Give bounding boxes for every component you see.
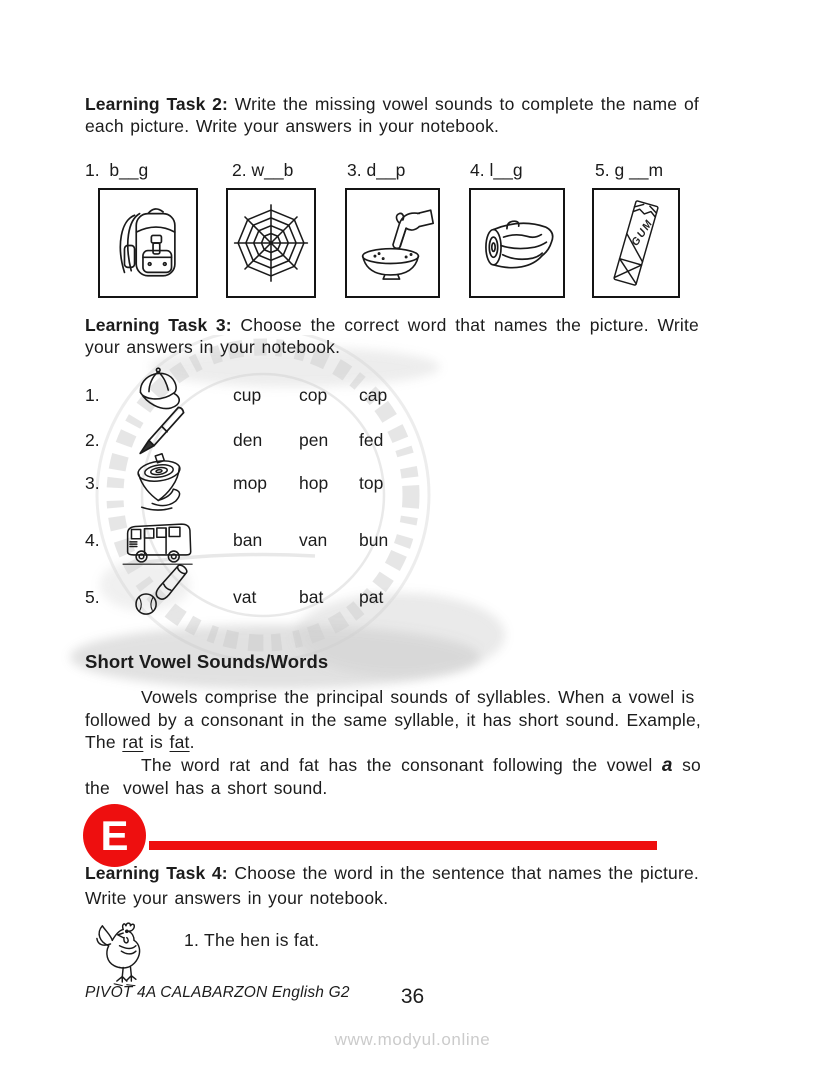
- task2-item-5-label: [595, 160, 663, 181]
- bag-icon: [106, 194, 190, 292]
- dip-icon: [352, 195, 434, 291]
- task3-item-4-choice-2: van: [299, 530, 328, 550]
- task2-picture-box-bag: [98, 188, 198, 298]
- task3-item-4-choice-3: bun: [359, 530, 389, 550]
- para1-fat-underlined: fat: [169, 732, 190, 752]
- task2-instructions-text: Write the missing vowel sounds to complete the name of each picture. Write your answers in your notebook.: [85, 94, 699, 136]
- section-heading: Short Vowel Sounds/Words: [85, 651, 329, 672]
- top-icon: [124, 450, 194, 514]
- task4-instructions-text: Choose the word in the sentence that names the picture. Write your answers in your notebook.: [85, 863, 699, 908]
- footer-module-label: PIVOT 4A CALABARZON English G2: [85, 984, 350, 1001]
- task2-item-5-number: 5.: [595, 160, 610, 180]
- para1-mid: is: [143, 732, 170, 752]
- web-icon: [232, 195, 310, 291]
- task3-item-3-choice-1: mop: [233, 473, 268, 493]
- task2-instructions: [85, 93, 699, 137]
- task2-item-2-label: [232, 160, 293, 181]
- task2-picture-box-dip: [345, 188, 440, 298]
- task3-item-1-choice-2: cop: [299, 385, 328, 405]
- section-paragraph-2: [85, 754, 701, 800]
- task3-item-5-number: 5.: [85, 587, 100, 607]
- bat-icon: [129, 560, 191, 618]
- task2-item-3-word: d__p: [366, 160, 406, 180]
- task2-item-3-number: 3.: [347, 160, 362, 180]
- section-paragraph-1: [85, 686, 701, 754]
- task3-item-5-choice-3: pat: [359, 587, 384, 607]
- task3-instructions-text: Choose the correct word that names the picture. Write your answers in your notebook.: [85, 315, 699, 357]
- task3-item-2-choice-3: fed: [359, 430, 384, 450]
- para1-end: .: [189, 732, 195, 752]
- task3-item-1-number: 1.: [85, 385, 100, 405]
- task3-item-2-choice-2: pen: [299, 430, 329, 450]
- section-body: [85, 686, 701, 800]
- log-icon: [475, 203, 559, 283]
- section-marker-line: [149, 841, 657, 850]
- task2-item-2-word: w__b: [251, 160, 294, 180]
- task2-picture-box-gum: [592, 188, 680, 298]
- gum-label: GUM: [629, 216, 656, 249]
- task2-item-4-label: [470, 160, 523, 181]
- task2-picture-box-web: [226, 188, 316, 298]
- task3-item-4-number: 4.: [85, 530, 100, 550]
- task2-picture-box-log: [469, 188, 565, 298]
- site-watermark: www.modyul.online: [334, 1030, 491, 1049]
- task3-item-1-choice-1: cup: [233, 385, 262, 405]
- task2-item-1-number: 1.: [85, 160, 100, 180]
- task2-item-4-word: l__g: [489, 160, 523, 180]
- task2-item-1-word: b__g: [109, 160, 149, 180]
- task3-title: Learning Task 3:: [85, 315, 232, 335]
- task3-item-4-choice-1: ban: [233, 530, 263, 550]
- task2-item-3-label: [347, 160, 405, 181]
- task3-item-5-choice-1: vat: [233, 587, 257, 607]
- task3-item-3-choice-2: hop: [299, 473, 329, 493]
- task2-item-2-number: 2.: [232, 160, 247, 180]
- task3-item-3-choice-3: top: [359, 473, 384, 493]
- task3-item-2-number: 2.: [85, 430, 100, 450]
- section-marker-e: [83, 804, 146, 867]
- para2-text: The word rat and fat has the consonant following the vowel: [141, 754, 662, 775]
- task3-item-5-choice-2: bat: [299, 587, 324, 607]
- task2-title: Learning Task 2:: [85, 94, 228, 114]
- task3-instructions: [85, 314, 699, 358]
- para1-text: Vowels comprise the principal sounds of syllables. When a vowel is followed by a consonant in the same syllable, it has short sound. Example, The: [85, 687, 701, 752]
- rooster-icon: [96, 918, 154, 988]
- page-number: 36: [400, 985, 425, 1008]
- task3-item-2-choice-1: den: [233, 430, 263, 450]
- task4-instructions: [85, 861, 699, 911]
- para1-rat-underlined: rat: [122, 732, 144, 752]
- task4-item-1: 1. The hen is fat.: [184, 930, 320, 950]
- para2-vowel-a: a: [661, 754, 673, 776]
- gum-icon: [598, 194, 674, 292]
- task4-title: Learning Task 4:: [85, 863, 228, 883]
- task2-item-1-label: [85, 160, 148, 181]
- marker-letter: E: [100, 811, 129, 859]
- para2-text-end: so the vowel has a short sound.: [85, 754, 701, 798]
- task2-item-5-word: g __m: [614, 160, 664, 180]
- task3-item-3-number: 3.: [85, 473, 100, 493]
- task2-item-4-number: 4.: [470, 160, 485, 180]
- pen-icon: [134, 404, 188, 456]
- task3-item-1-choice-3: cap: [359, 385, 388, 405]
